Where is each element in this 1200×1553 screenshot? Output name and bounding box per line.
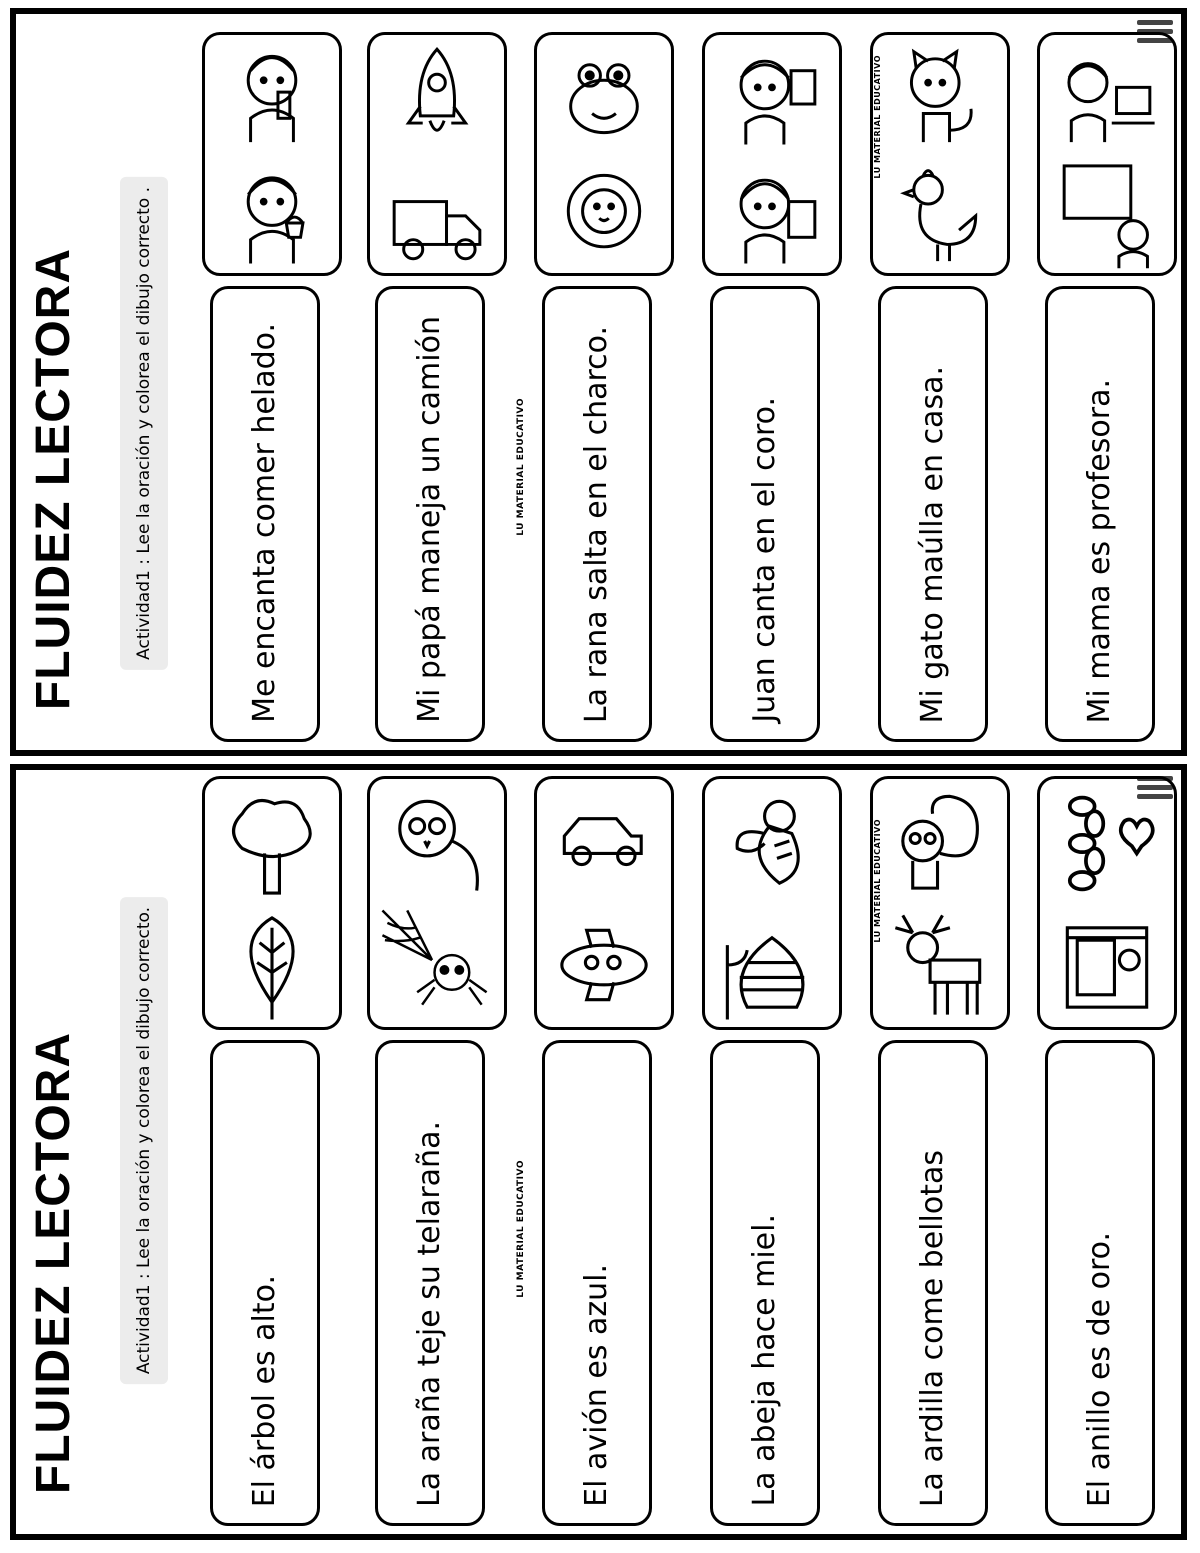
sentence-box <box>878 1040 988 1526</box>
sentence-text: La rana salta en el charco. <box>579 325 614 723</box>
exercise-row <box>864 770 1009 1534</box>
watermark: LU MATERIAL EDUCATIVO <box>516 1160 526 1298</box>
sentence-text: La araña teje su telaraña. <box>412 1121 447 1507</box>
picture-box <box>702 32 842 276</box>
boy-eating-cupcake-icon[interactable] <box>205 154 339 273</box>
sentence-box <box>375 1040 485 1526</box>
sentence-box <box>542 1040 652 1526</box>
chain-necklace-icon[interactable] <box>1040 779 1174 903</box>
reindeer-icon[interactable] <box>873 903 1007 1027</box>
sentence-text: La ardilla come bellotas <box>915 1149 950 1507</box>
sentence-box <box>878 286 988 742</box>
worksheet-title: FLUIDEZ LECTORA <box>27 1031 80 1494</box>
picture-box <box>202 32 342 276</box>
rocket-icon[interactable] <box>370 35 504 154</box>
sentence-box <box>375 286 485 742</box>
exercise-row <box>528 770 673 1534</box>
picture-box <box>870 32 1010 276</box>
sentence-text: El anillo es de oro. <box>1082 1231 1117 1507</box>
sentence-box <box>710 1040 820 1526</box>
sentence-text: Juan canta en el coro. <box>747 397 782 723</box>
exercise-row <box>528 14 673 750</box>
stove-icon[interactable] <box>1040 903 1174 1027</box>
sentence-box <box>1045 1040 1155 1526</box>
exercise-row <box>696 770 841 1534</box>
sentence-text: Mi papá maneja un camión <box>412 316 447 723</box>
sentence-box <box>710 286 820 742</box>
activity-instruction: Actividad1 : Lee la oración y colorea el dibujo correcto. <box>120 897 168 1384</box>
sentence-text: El árbol es alto. <box>247 1274 282 1507</box>
airplane-icon[interactable] <box>537 903 671 1027</box>
exercise-row <box>196 770 341 1534</box>
lion-icon[interactable] <box>537 154 671 273</box>
picture-box <box>534 32 674 276</box>
truck-icon[interactable] <box>370 154 504 273</box>
picture-box <box>534 776 674 1030</box>
watermark: LU MATERIAL EDUCATIVO <box>516 398 526 536</box>
rooster-icon[interactable] <box>873 154 1007 273</box>
exercise-row <box>1031 14 1176 750</box>
owl-icon[interactable] <box>370 779 504 903</box>
girl-drinking-icon[interactable] <box>205 35 339 154</box>
spider-on-web-icon[interactable] <box>370 903 504 1027</box>
exercise-row <box>196 14 341 750</box>
picture-box <box>1037 32 1177 276</box>
watermark: LU MATERIAL EDUCATIVO <box>873 55 882 179</box>
picture-box <box>1037 776 1177 1030</box>
boy-singing-icon[interactable] <box>705 35 839 154</box>
picture-box <box>367 32 507 276</box>
worksheet-bottom <box>10 764 1187 1540</box>
sentence-box <box>210 286 320 742</box>
sentence-text: El avión es azul. <box>579 1264 614 1507</box>
cat-icon[interactable] <box>873 35 1007 154</box>
sentence-box <box>542 286 652 742</box>
sentence-box <box>210 1040 320 1526</box>
exercise-row <box>361 14 506 750</box>
sentence-box <box>1045 286 1155 742</box>
sentence-text: Mi mama es profesora. <box>1082 378 1117 723</box>
boy-reading-icon[interactable] <box>705 154 839 273</box>
leafy-plant-icon[interactable] <box>205 903 339 1027</box>
teacher-at-board-icon[interactable] <box>1040 154 1174 273</box>
tree-icon[interactable] <box>205 779 339 903</box>
worksheet-title: FLUIDEZ LECTORA <box>27 247 80 710</box>
picture-box <box>367 776 507 1030</box>
picture-box <box>202 776 342 1030</box>
exercise-row <box>696 14 841 750</box>
bee-icon[interactable] <box>705 779 839 903</box>
watermark: LU MATERIAL EDUCATIVO <box>873 819 882 943</box>
exercise-row <box>864 14 1009 750</box>
squirrel-icon[interactable] <box>873 779 1007 903</box>
sentence-text: Mi gato maúlla en casa. <box>915 365 950 723</box>
picture-box <box>702 776 842 1030</box>
exercise-row <box>1031 770 1176 1534</box>
car-icon[interactable] <box>537 779 671 903</box>
activity-instruction: Actividad1 : Lee la oración y colorea el dibujo correcto . <box>120 177 168 670</box>
exercise-row <box>361 770 506 1534</box>
frog-icon[interactable] <box>537 35 671 154</box>
sentence-text: La abeja hace miel. <box>747 1214 782 1507</box>
picture-box <box>870 776 1010 1030</box>
worksheet-top <box>10 8 1187 756</box>
sentence-text: Me encanta comer helado. <box>247 323 282 723</box>
beehive-icon[interactable] <box>705 903 839 1027</box>
girl-with-computer-icon[interactable] <box>1040 35 1174 154</box>
